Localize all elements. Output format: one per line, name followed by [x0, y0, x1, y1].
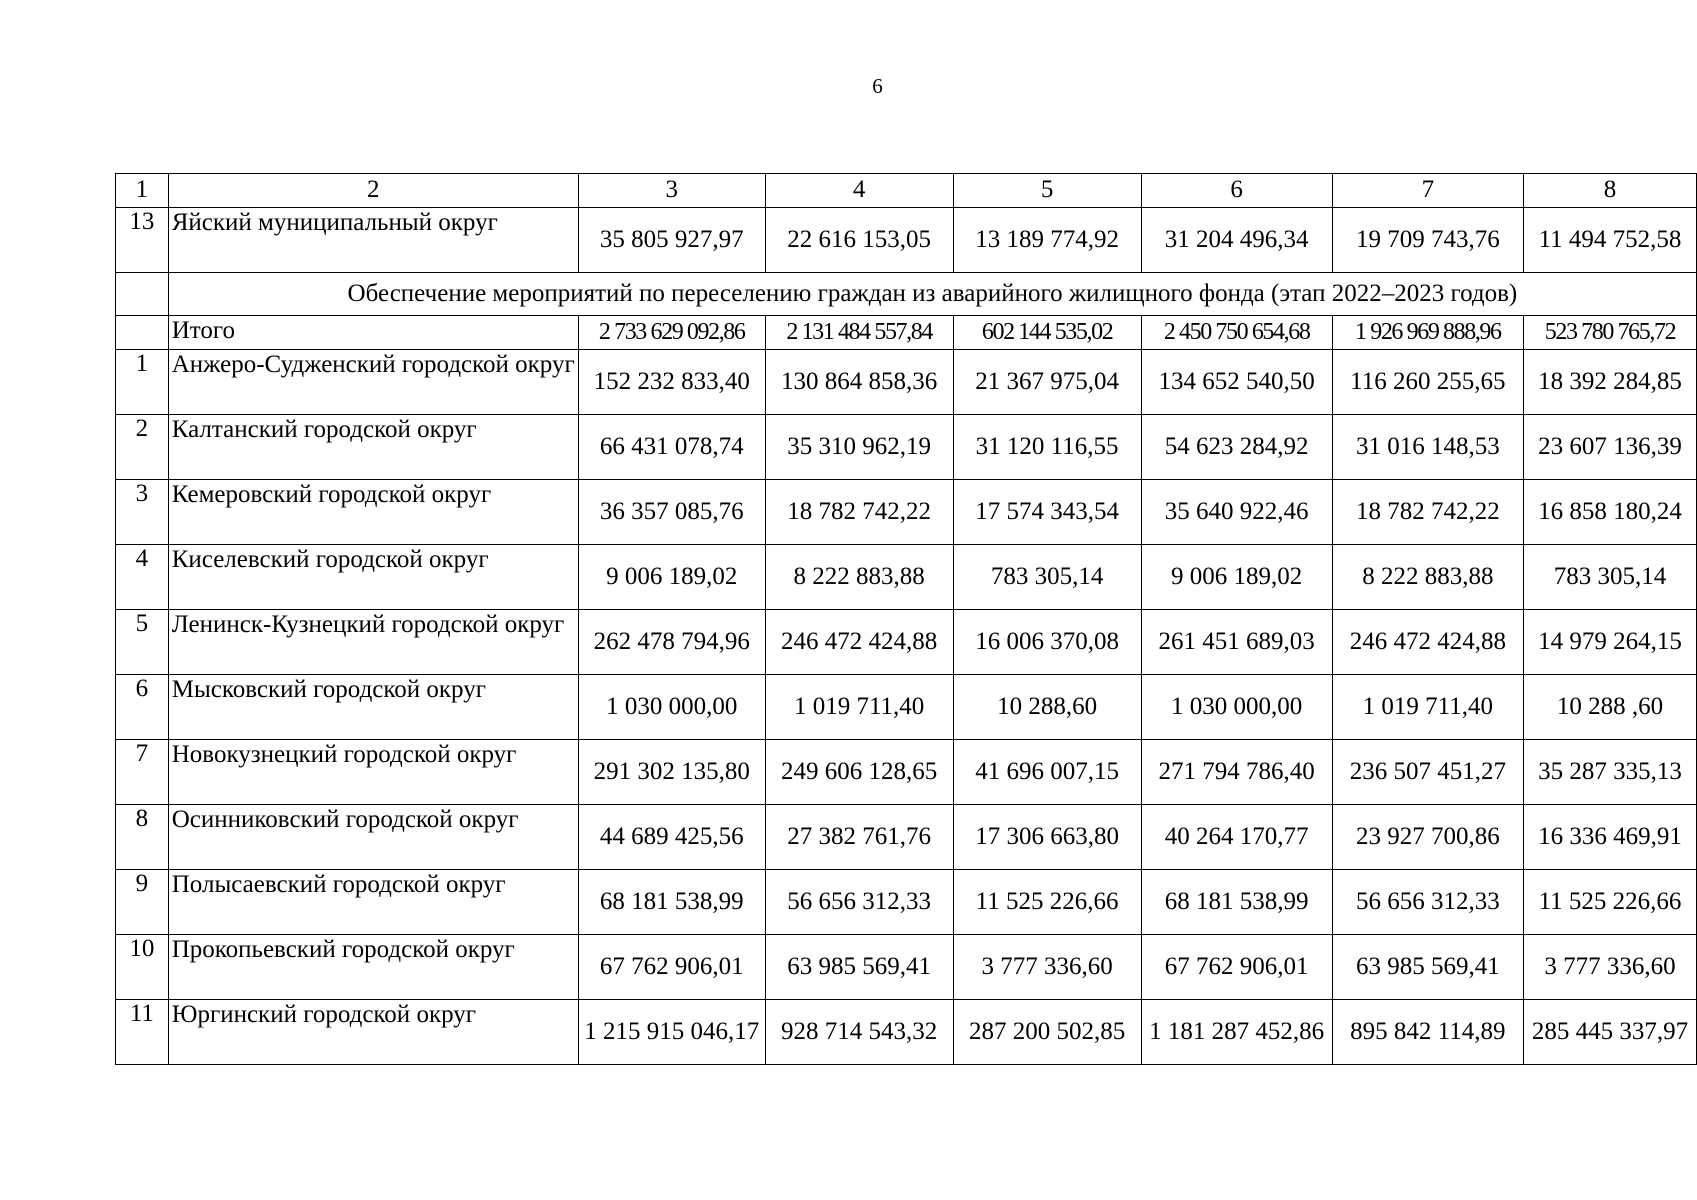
column-number: 7	[1332, 174, 1523, 208]
section-title: Обеспечение мероприятий по переселению граждан из аварийного жилищного фонда (этап 2022–2023 годов)	[168, 273, 1696, 316]
column-number: 2	[168, 174, 578, 208]
municipality-name: Полысаевский городской округ	[168, 870, 578, 935]
value-cell: 68 181 538,99	[578, 870, 765, 935]
value-cell: 44 689 425,56	[578, 805, 765, 870]
table-row	[116, 1000, 1697, 1065]
value-cell: 41 696 007,15	[953, 740, 1141, 805]
total-value-cell: 2 131 484 557,84	[765, 316, 953, 350]
municipality-name: Калтанский городской округ	[168, 415, 578, 480]
value-cell: 1 215 915 046,17	[578, 1000, 765, 1065]
value-cell: 35 310 962,19	[765, 415, 953, 480]
value-cell: 13 189 774,92	[953, 208, 1141, 273]
value-cell: 31 204 496,34	[1141, 208, 1332, 273]
value-cell: 68 181 538,99	[1141, 870, 1332, 935]
value-cell: 246 472 424,88	[765, 610, 953, 675]
value-cell: 11 525 226,66	[1523, 870, 1696, 935]
value-cell: 3 777 336,60	[1523, 935, 1696, 1000]
table-row	[116, 480, 1697, 545]
value-cell: 35 805 927,97	[578, 208, 765, 273]
value-cell: 67 762 906,01	[1141, 935, 1332, 1000]
value-cell: 246 472 424,88	[1332, 610, 1523, 675]
value-cell: 40 264 170,77	[1141, 805, 1332, 870]
value-cell: 23 927 700,86	[1332, 805, 1523, 870]
column-number-row	[116, 174, 1697, 208]
column-number: 3	[578, 174, 765, 208]
value-cell: 1 019 711,40	[765, 675, 953, 740]
municipality-name: Юргинский городской округ	[168, 1000, 578, 1065]
municipality-name: Яйский муниципальный округ	[168, 208, 578, 273]
value-cell: 31 016 148,53	[1332, 415, 1523, 480]
value-cell: 11 494 752,58	[1523, 208, 1696, 273]
value-cell: 31 120 116,55	[953, 415, 1141, 480]
municipality-name: Киселевский городской округ	[168, 545, 578, 610]
value-cell: 285 445 337,97	[1523, 1000, 1696, 1065]
value-cell: 9 006 189,02	[1141, 545, 1332, 610]
municipality-name: Кемеровский городской округ	[168, 480, 578, 545]
value-cell: 1 019 711,40	[1332, 675, 1523, 740]
value-cell: 56 656 312,33	[765, 870, 953, 935]
total-value-cell: 1 926 969 888,96	[1332, 316, 1523, 350]
value-cell: 35 640 922,46	[1141, 480, 1332, 545]
column-number: 1	[116, 174, 169, 208]
row-index: 3	[116, 480, 169, 545]
value-cell: 36 357 085,76	[578, 480, 765, 545]
value-cell: 1 030 000,00	[578, 675, 765, 740]
row-index: 2	[116, 415, 169, 480]
value-cell: 783 305,14	[953, 545, 1141, 610]
value-cell: 3 777 336,60	[953, 935, 1141, 1000]
table-row	[116, 870, 1697, 935]
row-index: 11	[116, 1000, 169, 1065]
value-cell: 9 006 189,02	[578, 545, 765, 610]
column-number: 5	[953, 174, 1141, 208]
value-cell: 18 782 742,22	[1332, 480, 1523, 545]
value-cell: 291 302 135,80	[578, 740, 765, 805]
value-cell: 16 858 180,24	[1523, 480, 1696, 545]
table-row	[116, 740, 1697, 805]
row-index: 10	[116, 935, 169, 1000]
row-index: 13	[116, 208, 169, 273]
total-value-cell: 2 733 629 092,86	[578, 316, 765, 350]
total-value-cell: 523 780 765,72	[1523, 316, 1696, 350]
section-header-row	[116, 273, 1697, 316]
page-number: 6	[872, 74, 883, 98]
row-index: 4	[116, 545, 169, 610]
value-cell: 17 574 343,54	[953, 480, 1141, 545]
value-cell: 152 232 833,40	[578, 350, 765, 415]
value-cell: 22 616 153,05	[765, 208, 953, 273]
row-index	[116, 316, 169, 350]
value-cell: 17 306 663,80	[953, 805, 1141, 870]
value-cell: 1 181 287 452,86	[1141, 1000, 1332, 1065]
value-cell: 19 709 743,76	[1332, 208, 1523, 273]
funding-table	[115, 173, 1697, 1065]
column-number: 8	[1523, 174, 1696, 208]
value-cell: 54 623 284,92	[1141, 415, 1332, 480]
value-cell: 67 762 906,01	[578, 935, 765, 1000]
municipality-name: Мысковский городской округ	[168, 675, 578, 740]
row-index: 6	[116, 675, 169, 740]
table-row	[116, 208, 1697, 273]
value-cell: 18 782 742,22	[765, 480, 953, 545]
value-cell: 783 305,14	[1523, 545, 1696, 610]
value-cell: 14 979 264,15	[1523, 610, 1696, 675]
value-cell: 16 006 370,08	[953, 610, 1141, 675]
row-index: 1	[116, 350, 169, 415]
value-cell: 130 864 858,36	[765, 350, 953, 415]
value-cell: 249 606 128,65	[765, 740, 953, 805]
value-cell: 236 507 451,27	[1332, 740, 1523, 805]
value-cell: 287 200 502,85	[953, 1000, 1141, 1065]
value-cell: 56 656 312,33	[1332, 870, 1523, 935]
total-label: Итого	[168, 316, 578, 350]
table-row	[116, 935, 1697, 1000]
municipality-name: Прокопьевский городской округ	[168, 935, 578, 1000]
row-index: 5	[116, 610, 169, 675]
row-index: 9	[116, 870, 169, 935]
value-cell: 27 382 761,76	[765, 805, 953, 870]
value-cell: 8 222 883,88	[765, 545, 953, 610]
value-cell: 10 288 ,60	[1523, 675, 1696, 740]
value-cell: 1 030 000,00	[1141, 675, 1332, 740]
value-cell: 8 222 883,88	[1332, 545, 1523, 610]
table-row	[116, 350, 1697, 415]
value-cell: 116 260 255,65	[1332, 350, 1523, 415]
table-row	[116, 415, 1697, 480]
value-cell: 18 392 284,85	[1523, 350, 1696, 415]
value-cell: 35 287 335,13	[1523, 740, 1696, 805]
value-cell: 63 985 569,41	[1332, 935, 1523, 1000]
table-row	[116, 610, 1697, 675]
value-cell: 11 525 226,66	[953, 870, 1141, 935]
municipality-name: Ленинск-Кузнецкий городской округ	[168, 610, 578, 675]
value-cell: 928 714 543,32	[765, 1000, 953, 1065]
value-cell: 262 478 794,96	[578, 610, 765, 675]
column-number: 4	[765, 174, 953, 208]
value-cell: 66 431 078,74	[578, 415, 765, 480]
total-value-cell: 602 144 535,02	[953, 316, 1141, 350]
table-body	[116, 174, 1697, 1065]
value-cell: 63 985 569,41	[765, 935, 953, 1000]
row-index: 8	[116, 805, 169, 870]
table-row	[116, 675, 1697, 740]
table-row	[116, 805, 1697, 870]
value-cell: 23 607 136,39	[1523, 415, 1696, 480]
value-cell: 21 367 975,04	[953, 350, 1141, 415]
value-cell: 261 451 689,03	[1141, 610, 1332, 675]
municipality-name: Новокузнецкий городской округ	[168, 740, 578, 805]
municipality-name: Анжеро-Судженский городской округ	[168, 350, 578, 415]
value-cell: 134 652 540,50	[1141, 350, 1332, 415]
section-index-cell	[116, 273, 169, 316]
value-cell: 10 288,60	[953, 675, 1141, 740]
value-cell: 895 842 114,89	[1332, 1000, 1523, 1065]
municipality-name: Осинниковский городской округ	[168, 805, 578, 870]
column-number: 6	[1141, 174, 1332, 208]
row-index: 7	[116, 740, 169, 805]
table-row	[116, 545, 1697, 610]
value-cell: 16 336 469,91	[1523, 805, 1696, 870]
total-row	[116, 316, 1697, 350]
total-value-cell: 2 450 750 654,68	[1141, 316, 1332, 350]
value-cell: 271 794 786,40	[1141, 740, 1332, 805]
